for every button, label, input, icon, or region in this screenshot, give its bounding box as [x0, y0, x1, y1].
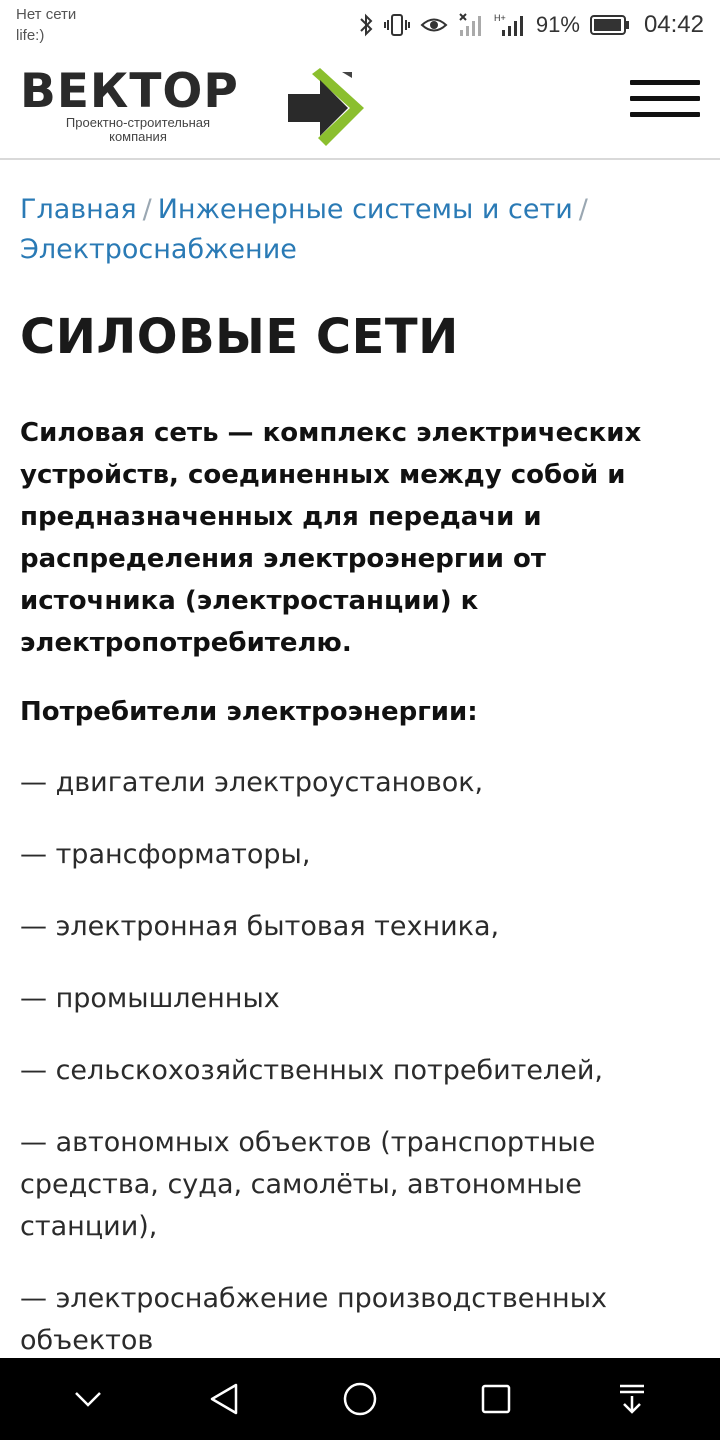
collapse-down-icon[interactable] [58, 1369, 118, 1429]
battery-icon [590, 14, 630, 36]
page-title: СИЛОВЫЕ СЕТИ [20, 309, 459, 365]
site-header [0, 52, 720, 160]
logo-arrow-icon [282, 64, 368, 150]
consumers-heading: Потребители электроэнергии: [20, 697, 478, 727]
menu-line [630, 112, 700, 117]
logo-wordmark: ВЕКТОР [20, 64, 239, 119]
breadcrumb-separator: / [578, 194, 588, 225]
menu-line [630, 80, 700, 85]
carrier-line-1: Нет сети [16, 6, 77, 23]
svg-text:H+: H+ [493, 13, 506, 23]
hamburger-menu-icon[interactable] [630, 80, 700, 120]
breadcrumb-home[interactable]: Главная [20, 194, 137, 225]
menu-line [630, 96, 700, 101]
logo-tagline-line-1: Проектно-строительная [65, 115, 211, 130]
logo-tagline-line-2: компания [109, 129, 167, 144]
back-icon[interactable] [194, 1369, 254, 1429]
list-item: — трансформаторы, [20, 839, 311, 870]
list-item: — двигатели электроустановок, [20, 767, 484, 798]
main-content [0, 160, 720, 1358]
home-icon[interactable] [330, 1369, 390, 1429]
system-nav-bar [0, 1358, 720, 1440]
clock: 04:42 [643, 11, 704, 38]
carrier-info [16, 4, 76, 46]
signal-icon [458, 12, 484, 38]
list-item: — сельскохозяйственных потребителей, [20, 1055, 603, 1086]
list-item: — автономных объектов (транспортные средства, суда, самолёты, автономные станции), [20, 1127, 596, 1242]
vibrate-icon [384, 12, 410, 38]
breadcrumb-power-supply[interactable]: Электроснабжение [20, 234, 297, 265]
consumers-list [20, 762, 700, 1358]
list-item: — электроснабжение производственных объектов [20, 1283, 607, 1356]
status-icons [358, 8, 704, 42]
signal-icon [494, 12, 526, 38]
eye-icon [420, 14, 448, 36]
notifications-down-icon[interactable] [602, 1369, 662, 1429]
breadcrumb-engineering-systems[interactable]: Инженерные системы и сети [157, 194, 573, 225]
status-bar [0, 0, 720, 52]
intro-paragraph: Силовая сеть — комплекс электрических устройств, соединенных между собой и предназначенных для передачи и распределения электроэнергии от источника (электростанции) к электропотребителю. [20, 418, 642, 658]
breadcrumb-separator: / [142, 194, 152, 225]
bluetooth-icon [358, 12, 374, 38]
logo-tagline [22, 116, 254, 144]
battery-percent: 91% [535, 12, 580, 37]
carrier-line-2: life:) [16, 27, 45, 44]
site-logo[interactable] [20, 66, 370, 150]
recents-icon[interactable] [466, 1369, 526, 1429]
list-item: — промышленных [20, 983, 280, 1014]
list-item: — электронная бытовая техника, [20, 911, 500, 942]
breadcrumb [20, 190, 700, 270]
